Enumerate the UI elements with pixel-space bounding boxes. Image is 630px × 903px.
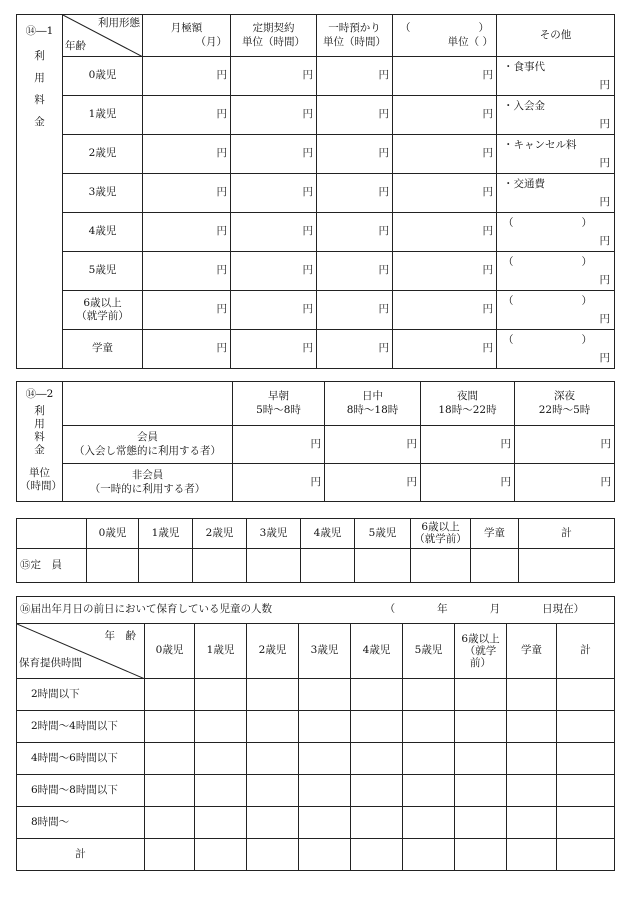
table-row — [17, 330, 615, 369]
capacity-table — [16, 518, 615, 583]
data-cell[interactable] — [351, 711, 403, 743]
time-band-label: 4時間～6時間以下 — [17, 743, 145, 775]
age-label: 3歳児 — [63, 174, 143, 213]
yen-cell: 円 — [231, 252, 317, 291]
col-hours: 22時～5時 — [538, 403, 591, 416]
side-char: 金 — [34, 444, 45, 456]
data-cell[interactable] — [247, 679, 299, 711]
age-label: 1歳児 — [63, 96, 143, 135]
yen-cell: 円 — [143, 96, 231, 135]
data-cell[interactable] — [557, 679, 615, 711]
age-label: 2歳児 — [63, 135, 143, 174]
other-fee-label: （ — [503, 217, 514, 229]
data-cell[interactable] — [455, 711, 507, 743]
yen-cell: 円 — [393, 57, 497, 96]
paren-close: ） — [581, 295, 592, 307]
data-cell[interactable] — [139, 549, 193, 583]
yen-cell: 円 — [317, 174, 393, 213]
age-label: 5歳児 — [63, 252, 143, 291]
corner-bottom-label: 保育提供時間 — [19, 656, 82, 669]
age-label: 0歳児 — [63, 57, 143, 96]
header-monthly-line1: 月極額 — [170, 22, 203, 35]
non-member-title: 非会員 — [131, 469, 164, 482]
table-row — [17, 679, 615, 711]
data-cell[interactable] — [299, 711, 351, 743]
yen-cell: 円 — [231, 330, 317, 369]
yen-cell: 円 — [325, 426, 421, 464]
paren-close: ） — [581, 256, 592, 268]
data-cell[interactable] — [195, 807, 247, 839]
blank-header — [63, 382, 233, 426]
children-count-title: ⑯届出年月日の前日において保育している児童の人数 — [20, 603, 272, 616]
data-cell[interactable] — [557, 743, 615, 775]
data-cell[interactable] — [351, 679, 403, 711]
yen-cell: 円 — [233, 426, 325, 464]
col-header: 4歳児 — [351, 624, 403, 679]
col-header: 0歳児 — [145, 624, 195, 679]
other-fee-label: （ — [503, 334, 514, 346]
yen-mark: 円 — [599, 156, 610, 169]
other-fee-cell — [497, 57, 615, 96]
yen-cell: 円 — [421, 426, 515, 464]
col-header: 計 — [557, 624, 615, 679]
time-band-label: 8時間～ — [17, 807, 145, 839]
yen-cell: 円 — [231, 57, 317, 96]
paren-close: ） — [581, 217, 592, 229]
data-cell[interactable] — [145, 839, 195, 871]
yen-cell: 円 — [143, 57, 231, 96]
col-header: 0歳児 — [87, 519, 139, 549]
data-cell[interactable] — [195, 775, 247, 807]
yen-cell: 円 — [143, 252, 231, 291]
data-cell[interactable] — [507, 807, 557, 839]
data-cell[interactable] — [471, 549, 519, 583]
section-number: ⑭―1 — [25, 25, 54, 37]
col-header: 5歳児 — [403, 624, 455, 679]
other-fee-cell — [497, 96, 615, 135]
data-cell[interactable] — [507, 711, 557, 743]
yen-cell: 円 — [143, 213, 231, 252]
data-cell[interactable] — [247, 839, 299, 871]
table-row — [17, 213, 615, 252]
paren-open: （ — [400, 22, 411, 35]
yen-cell: 円 — [393, 174, 497, 213]
col-early-morning — [233, 382, 325, 426]
section-14-2-label — [17, 382, 63, 502]
time-band-label: 6時間～8時間以下 — [17, 775, 145, 807]
other-fee-label: ・キャンセル料 — [503, 139, 577, 151]
col-header: 学童 — [471, 519, 519, 549]
data-cell[interactable] — [455, 807, 507, 839]
yen-cell: 円 — [421, 464, 515, 502]
col-header: 6歳以上 （就学前） — [455, 624, 507, 679]
data-cell[interactable] — [455, 775, 507, 807]
section-14-1-label — [17, 15, 63, 369]
other-fee-label: ・食事代 — [503, 61, 545, 73]
header-monthly-line2: （月） — [195, 35, 227, 48]
data-cell[interactable] — [455, 743, 507, 775]
yen-cell: 円 — [143, 174, 231, 213]
section-number: ⑭―2 — [25, 388, 54, 400]
col-daytime — [325, 382, 421, 426]
header-temporary-line2: 単位（時間） — [323, 35, 386, 48]
data-cell[interactable] — [247, 549, 301, 583]
other-fee-cell — [497, 252, 615, 291]
data-cell[interactable] — [557, 775, 615, 807]
data-cell[interactable] — [299, 679, 351, 711]
yen-cell: 円 — [393, 291, 497, 330]
other-fee-cell — [497, 291, 615, 330]
data-cell[interactable] — [403, 743, 455, 775]
data-cell[interactable] — [557, 807, 615, 839]
data-cell[interactable] — [195, 839, 247, 871]
yen-cell: 円 — [317, 291, 393, 330]
time-band-label: 2時間～4時間以下 — [17, 711, 145, 743]
yen-cell: 円 — [317, 57, 393, 96]
table-row — [17, 426, 615, 464]
data-cell[interactable] — [195, 711, 247, 743]
member-title: 会員 — [137, 431, 158, 444]
data-cell[interactable] — [351, 839, 403, 871]
capacity-label: ⑮定 員 — [17, 549, 87, 583]
side-char: 料 — [34, 94, 45, 106]
header-contract-line1: 定期契約 — [252, 22, 295, 35]
table-row — [17, 807, 615, 839]
table-row — [17, 775, 615, 807]
yen-cell: 円 — [233, 464, 325, 502]
member-label — [63, 426, 233, 464]
header-temporary — [317, 15, 393, 57]
table-row — [17, 252, 615, 291]
col-header: 学童 — [507, 624, 557, 679]
col-title: 深夜 — [554, 390, 575, 403]
age-label: 学童 — [63, 330, 143, 369]
data-cell[interactable] — [195, 743, 247, 775]
other-fee-label: （ — [503, 256, 514, 268]
yen-cell: 円 — [231, 135, 317, 174]
children-count-title-row — [17, 597, 615, 624]
col-header: 2歳児 — [193, 519, 247, 549]
yen-cell: 円 — [317, 135, 393, 174]
table-row — [17, 174, 615, 213]
data-cell[interactable] — [193, 549, 247, 583]
data-cell[interactable] — [145, 711, 195, 743]
yen-cell: 円 — [317, 96, 393, 135]
data-cell[interactable] — [247, 775, 299, 807]
yen-cell: 円 — [143, 135, 231, 174]
non-member-desc: （一時的に利用する者） — [89, 482, 206, 495]
header-other: その他 — [497, 15, 615, 57]
data-cell[interactable] — [145, 679, 195, 711]
unit-label: 単位 — [29, 467, 50, 479]
other-fee-label: ・入会金 — [503, 100, 545, 112]
data-cell[interactable] — [301, 549, 355, 583]
data-cell[interactable] — [355, 549, 411, 583]
data-cell[interactable] — [299, 807, 351, 839]
yen-cell: 円 — [143, 291, 231, 330]
data-cell[interactable] — [455, 679, 507, 711]
fee-table-2 — [16, 381, 615, 502]
col-header: 6歳以上 （就学前） — [411, 519, 471, 549]
data-cell[interactable] — [247, 807, 299, 839]
col-header: 4歳児 — [301, 519, 355, 549]
col-header: 3歳児 — [299, 624, 351, 679]
col-hours: 5時～8時 — [256, 403, 301, 416]
yen-cell: 円 — [393, 96, 497, 135]
data-cell[interactable] — [507, 775, 557, 807]
data-cell[interactable] — [507, 839, 557, 871]
yen-cell: 円 — [231, 174, 317, 213]
data-cell[interactable] — [195, 679, 247, 711]
yen-cell: 円 — [317, 330, 393, 369]
yen-cell: 円 — [393, 135, 497, 174]
col-title: 日中 — [362, 390, 383, 403]
data-cell[interactable] — [403, 679, 455, 711]
col-header: 3歳児 — [247, 519, 301, 549]
col-header: 1歳児 — [139, 519, 193, 549]
as-of-date: （ 年 月 日現在） — [384, 603, 585, 615]
data-cell[interactable] — [557, 711, 615, 743]
side-char: 利 — [34, 405, 45, 417]
yen-mark: 円 — [599, 78, 610, 91]
other-fee-label: ・交通費 — [503, 178, 545, 190]
yen-cell: 円 — [231, 291, 317, 330]
header-monthly — [143, 15, 231, 57]
paren-close: ） — [478, 22, 489, 35]
col-late-night — [515, 382, 615, 426]
blank-corner — [17, 519, 87, 549]
data-cell[interactable] — [351, 743, 403, 775]
side-char: 用 — [34, 418, 45, 430]
data-cell[interactable] — [507, 743, 557, 775]
col-title: 夜間 — [457, 390, 478, 403]
col-header: 計 — [519, 519, 615, 549]
other-fee-cell — [497, 213, 615, 252]
age-label: 4歳児 — [63, 213, 143, 252]
data-cell[interactable] — [403, 807, 455, 839]
table-row — [17, 291, 615, 330]
data-cell[interactable] — [247, 711, 299, 743]
other-fee-cell — [497, 174, 615, 213]
member-desc: （入会し常態的に利用する者） — [74, 444, 221, 457]
table-row — [17, 464, 615, 502]
corner-top-label: 年 齢 — [104, 630, 136, 642]
table-row — [17, 57, 615, 96]
data-cell[interactable] — [299, 839, 351, 871]
col-header: 5歳児 — [355, 519, 411, 549]
data-cell[interactable] — [299, 775, 351, 807]
table-row — [17, 711, 615, 743]
data-cell[interactable] — [411, 549, 471, 583]
data-cell[interactable] — [455, 839, 507, 871]
yen-cell: 円 — [325, 464, 421, 502]
corner-top-label: 利用形態 — [98, 17, 140, 29]
data-cell[interactable] — [145, 743, 195, 775]
col-hours: 8時～18時 — [346, 403, 399, 416]
side-char: 料 — [34, 431, 45, 443]
data-cell[interactable] — [557, 839, 615, 871]
data-cell[interactable] — [145, 775, 195, 807]
col-header: 1歳児 — [195, 624, 247, 679]
data-cell[interactable] — [299, 743, 351, 775]
data-cell[interactable] — [403, 711, 455, 743]
col-evening — [421, 382, 515, 426]
side-char: 金 — [34, 116, 45, 128]
header-blank — [393, 15, 497, 57]
unit-label-hours: （時間） — [20, 480, 62, 492]
yen-mark: 円 — [599, 351, 610, 364]
yen-cell: 円 — [231, 96, 317, 135]
data-cell[interactable] — [145, 807, 195, 839]
yen-cell: 円 — [393, 330, 497, 369]
table-row — [17, 549, 615, 583]
yen-cell: 円 — [143, 330, 231, 369]
header-contract — [231, 15, 317, 57]
yen-mark: 円 — [599, 234, 610, 247]
data-cell[interactable] — [403, 839, 455, 871]
col-header: 2歳児 — [247, 624, 299, 679]
table-row — [17, 96, 615, 135]
yen-cell: 円 — [317, 213, 393, 252]
col-hours: 18時～22時 — [438, 403, 497, 416]
yen-cell: 円 — [393, 252, 497, 291]
yen-cell: 円 — [231, 213, 317, 252]
other-fee-label: （ — [503, 295, 514, 307]
data-cell[interactable] — [351, 775, 403, 807]
table-row — [17, 135, 615, 174]
other-fee-cell — [497, 135, 615, 174]
children-count-table — [16, 596, 615, 871]
header-contract-line2: 単位（時間） — [242, 35, 305, 48]
side-char: 利 — [34, 50, 45, 62]
col-title: 早朝 — [268, 390, 289, 403]
corner-cell — [63, 15, 143, 57]
age-label: 6歳以上 （就学前） — [63, 291, 143, 330]
paren-close: ） — [581, 334, 592, 346]
fee-table-1 — [16, 14, 615, 369]
corner-cell — [17, 624, 145, 679]
table-row — [17, 839, 615, 871]
data-cell[interactable] — [507, 679, 557, 711]
data-cell[interactable] — [87, 549, 139, 583]
yen-cell: 円 — [515, 426, 615, 464]
header-blank-unit: 単位（ ） — [447, 35, 493, 48]
total-label: 計 — [17, 839, 145, 871]
data-cell[interactable] — [351, 807, 403, 839]
yen-mark: 円 — [599, 273, 610, 286]
non-member-label — [63, 464, 233, 502]
table-row — [17, 743, 615, 775]
yen-cell: 円 — [393, 213, 497, 252]
yen-cell: 円 — [515, 464, 615, 502]
time-band-label: 2時間以下 — [17, 679, 145, 711]
data-cell[interactable] — [519, 549, 615, 583]
side-char: 用 — [34, 72, 45, 84]
yen-cell: 円 — [317, 252, 393, 291]
other-fee-cell — [497, 330, 615, 369]
data-cell[interactable] — [403, 775, 455, 807]
data-cell[interactable] — [247, 743, 299, 775]
header-temporary-line1: 一時預かり — [328, 22, 381, 35]
yen-mark: 円 — [599, 117, 610, 130]
yen-mark: 円 — [599, 195, 610, 208]
yen-mark: 円 — [599, 312, 610, 325]
corner-bottom-label: 年齢 — [65, 39, 86, 52]
